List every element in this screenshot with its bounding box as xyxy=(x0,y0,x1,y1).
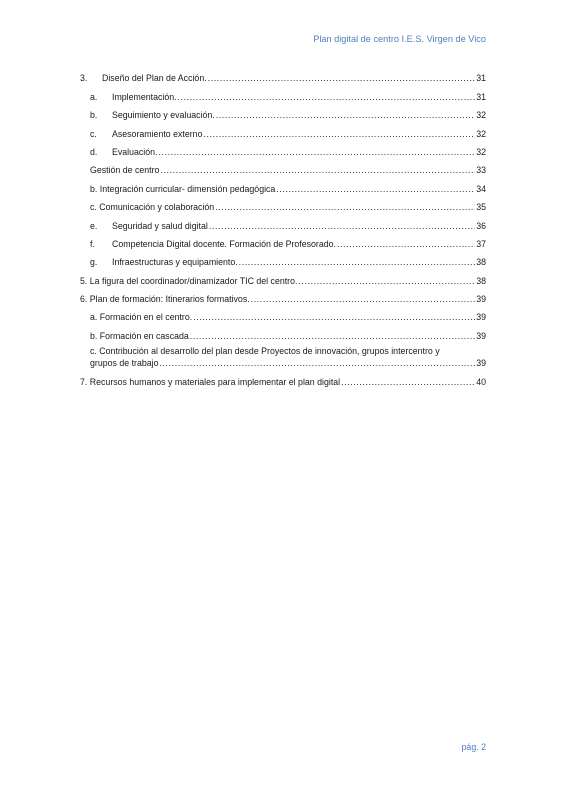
toc-leader-dots xyxy=(341,376,475,388)
toc-leader-dots xyxy=(215,201,475,213)
toc-entry-number: b. xyxy=(90,110,98,121)
toc-entry-page: 39 xyxy=(476,358,486,369)
toc-leader-dots xyxy=(160,164,475,176)
toc-leader-dots xyxy=(159,357,475,370)
toc-entry-wrapped[interactable] xyxy=(80,345,486,370)
table-of-contents xyxy=(80,66,486,388)
toc-entry-number: g. xyxy=(90,257,98,268)
toc-entry-page: 33 xyxy=(476,165,486,176)
toc-entry-page: 32 xyxy=(476,110,486,121)
toc-entry-title: Diseño del Plan de Acción. xyxy=(102,73,207,84)
toc-leader-dots xyxy=(276,183,475,195)
toc-entry-number: a. xyxy=(90,91,98,102)
toc-entry-page: 32 xyxy=(476,128,486,139)
page-footer: pág. 2 xyxy=(461,742,486,752)
toc-entry[interactable] xyxy=(80,103,486,121)
toc-leader-dots xyxy=(216,109,476,121)
toc-entry-page: 39 xyxy=(476,312,486,323)
toc-entry-page: 31 xyxy=(476,91,486,102)
toc-entry[interactable] xyxy=(80,287,486,305)
toc-entry[interactable] xyxy=(80,121,486,139)
toc-entry-title: b. Formación en cascada xyxy=(90,330,189,341)
toc-entry-title: Seguimiento y evaluación. xyxy=(112,110,215,121)
toc-entry-line2 xyxy=(90,357,486,370)
toc-leader-dots xyxy=(251,293,476,305)
toc-leader-dots xyxy=(337,238,475,250)
toc-entry-title-line2: grupos de trabajo xyxy=(90,358,159,369)
toc-entry-title: Gestión de centro xyxy=(90,165,160,176)
toc-entry-page: 38 xyxy=(476,275,486,286)
toc-entry[interactable] xyxy=(80,250,486,268)
toc-entry-page: 31 xyxy=(476,73,486,84)
toc-entry[interactable] xyxy=(80,84,486,102)
toc-entry-title: a. Formación en el centro. xyxy=(90,312,193,323)
toc-entry-number: f. xyxy=(90,238,95,249)
toc-entry-page: 35 xyxy=(476,202,486,213)
page-header: Plan digital de centro I.E.S. Virgen de Vico xyxy=(313,34,486,44)
toc-leader-dots xyxy=(203,128,475,140)
toc-leader-dots xyxy=(298,275,475,287)
toc-leader-dots xyxy=(158,146,475,158)
toc-entry-title: Infraestructuras y equipamiento. xyxy=(112,257,238,268)
toc-entry-page: 39 xyxy=(476,330,486,341)
toc-entry-title: 6. Plan de formación: Itinerarios formativos. xyxy=(80,294,250,305)
toc-entry[interactable] xyxy=(80,140,486,158)
toc-entry-title: Seguridad y salud digital xyxy=(112,220,208,231)
toc-entry[interactable] xyxy=(80,213,486,231)
toc-entry-title: Implementación. xyxy=(112,91,177,102)
toc-entry-title: Evaluación. xyxy=(112,146,158,157)
toc-entry-title: 7. Recursos humanos y materiales para implementar el plan digital xyxy=(80,377,341,388)
toc-entry[interactable] xyxy=(80,268,486,286)
toc-entry-title: 5. La figura del coordinador/dinamizador TIC del centro. xyxy=(80,275,298,286)
toc-entry-number: c. xyxy=(90,128,97,139)
toc-entry-title: Competencia Digital docente. Formación de Profesorado. xyxy=(112,238,336,249)
toc-entry-title: b. Integración curricular- dimensión pedagógica xyxy=(90,183,276,194)
toc-entry-page: 40 xyxy=(476,377,486,388)
toc-entry[interactable] xyxy=(80,323,486,341)
toc-leader-dots xyxy=(209,220,475,232)
toc-entry[interactable] xyxy=(80,66,486,84)
toc-entry[interactable] xyxy=(80,176,486,194)
toc-entry-title: Asesoramiento externo xyxy=(112,128,203,139)
toc-entry[interactable] xyxy=(80,232,486,250)
toc-entry-page: 34 xyxy=(476,183,486,194)
toc-leader-dots xyxy=(208,72,476,84)
toc-entry-title: c. Comunicación y colaboración xyxy=(90,202,215,213)
toc-entry-page: 39 xyxy=(476,294,486,305)
toc-entry-page: 36 xyxy=(476,220,486,231)
toc-leader-dots xyxy=(239,256,476,268)
toc-entry-title-line1: c. Contribución al desarrollo del plan desde Proyectos de innovación, grupos intercentro y xyxy=(90,345,440,356)
toc-entry[interactable] xyxy=(80,195,486,213)
toc-entry-number: 3. xyxy=(80,73,88,84)
toc-entry[interactable] xyxy=(80,158,486,176)
toc-entry-last[interactable] xyxy=(80,370,486,388)
toc-entry-number: d. xyxy=(90,146,98,157)
toc-entry-page: 38 xyxy=(476,257,486,268)
toc-leader-dots xyxy=(178,91,476,103)
toc-entry-number: e. xyxy=(90,220,98,231)
toc-list xyxy=(80,66,486,342)
toc-entry-page: 32 xyxy=(476,146,486,157)
toc-leader-dots xyxy=(193,311,475,323)
toc-leader-dots xyxy=(190,330,475,342)
toc-entry-page: 37 xyxy=(476,238,486,249)
toc-entry[interactable] xyxy=(80,305,486,323)
